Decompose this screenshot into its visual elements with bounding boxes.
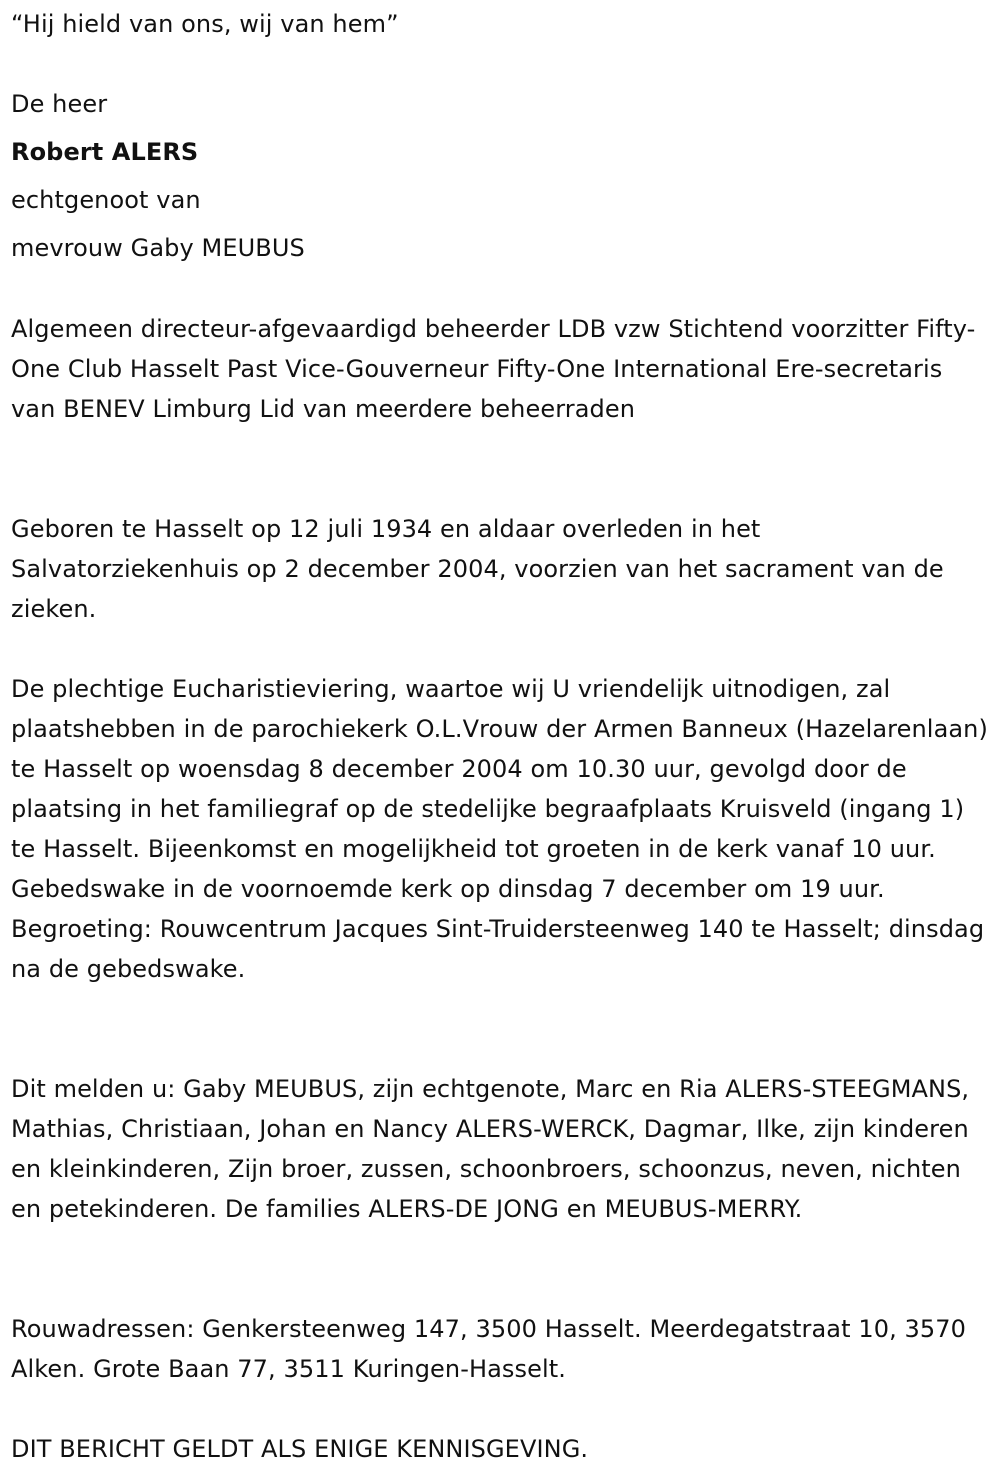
salutation: De heer: [11, 90, 108, 118]
ceremony-paragraph: De plechtige Eucharistieviering, waartoe wij U vriendelijk uitnodigen, zal plaatshebben in de parochiekerk O.L.Vrouw der Armen Banneux (Hazelarenlaan) te Hasselt op woensdag 8 december 2004 om 10.30 uur, gevolgd door de plaatsing in het familiegraf op de stedelijke begraafplaats Kruisveld (ingang 1) te Hasselt. Bijeenkomst en mogelijkheid tot groeten in de kerk vanaf 10 uur. Gebedswake in de voornoemde kerk op dinsdag 7 december om 19 uur. Begroeting: Rouwcentrum Jacques Sint-Truidersteenweg 140 te Hasselt; dinsdag na de gebedswake.: [11, 675, 988, 983]
announcers-paragraph: Dit melden u: Gaby MEUBUS, zijn echtgenote, Marc en Ria ALERS-STEEGMANS, Mathias, Christiaan, Johan en Nancy ALERS-WERCK, Dagmar, Ilke, zijn kinderen en kleinkinderen, Zijn broer, zussen, schoonbroers, schoonzus, neven, nichten en petekinderen. De families ALERS-DE JONG en MEUBUS-MERRY.: [11, 1075, 970, 1223]
addresses-paragraph: Rouwadressen: Genkersteenweg 147, 3500 Hasselt. Meerdegatstraat 10, 3570 Alken. Grote Baan 77, 3511 Kuringen-Hasselt.: [11, 1315, 967, 1383]
deceased-name: Robert ALERS: [11, 138, 199, 166]
relation-text: echtgenoot van: [11, 186, 201, 214]
closing-statement: DIT BERICHT GELDT ALS ENIGE KENNISGEVING.: [11, 1435, 589, 1463]
birth-death-paragraph: Geboren te Hasselt op 12 juli 1934 en aldaar overleden in het Salvatorziekenhuis op 2 december 2004, voorzien van het sacrament van de zieken.: [11, 515, 944, 623]
spouse-name: mevrouw Gaby MEUBUS: [11, 234, 305, 262]
titles-paragraph: Algemeen directeur-afgevaardigd beheerder LDB vzw Stichtend voorzitter Fifty-One Club Hasselt Past Vice-Gouverneur Fifty-One International Ere-secretaris van BENEV Limburg Lid van meerdere beheerraden: [11, 315, 976, 423]
memorial-quote: “Hij hield van ons, wij van hem”: [11, 10, 399, 38]
